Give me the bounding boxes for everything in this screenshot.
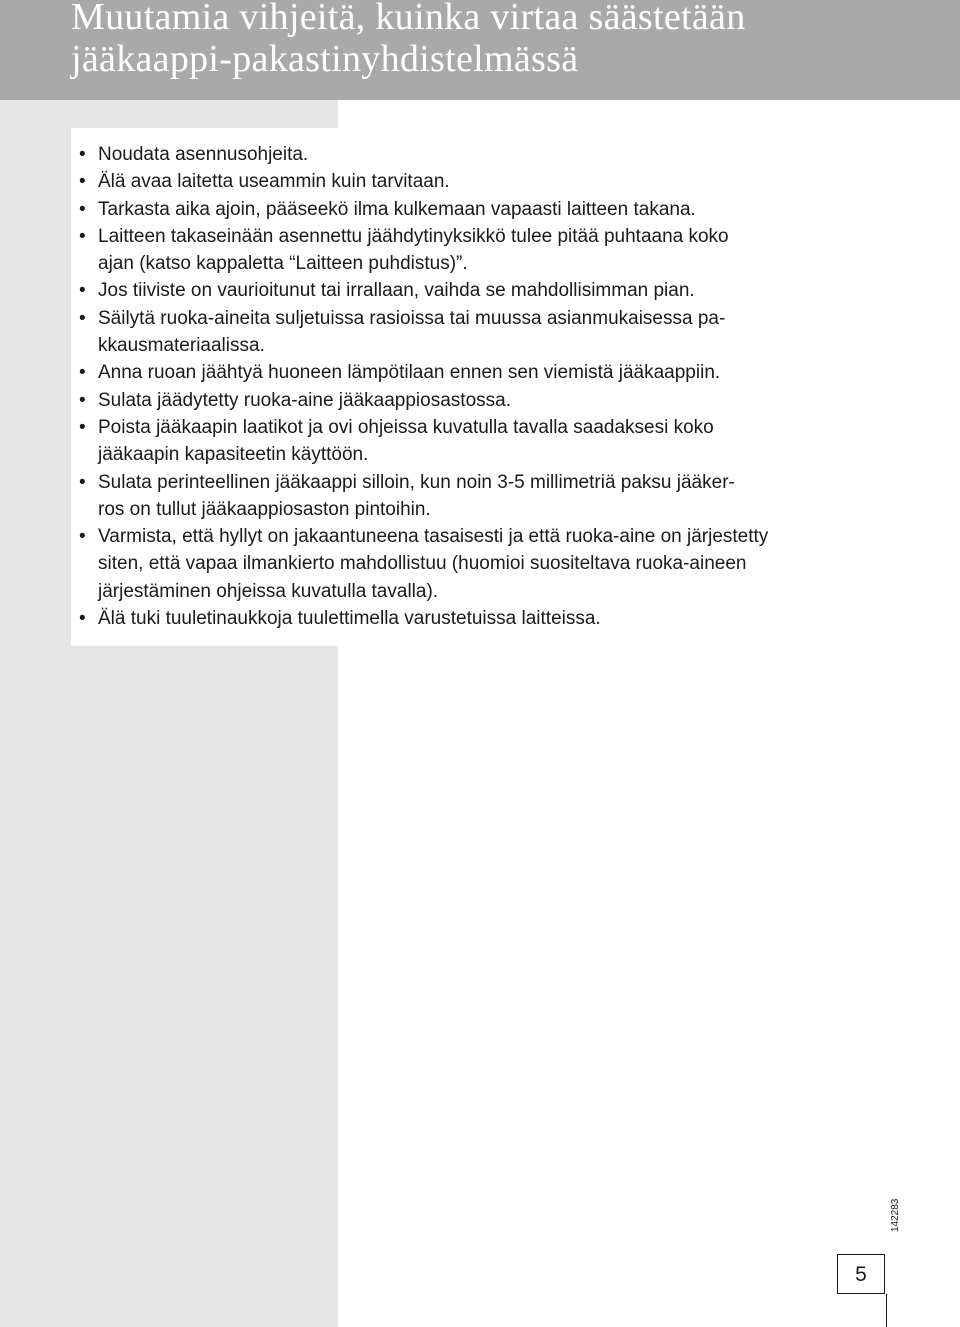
tip-item: [79, 277, 879, 304]
tip-text-line: ajan (katso kappaletta “Laitteen puhdistus)”.: [98, 253, 468, 275]
tip-item: [79, 305, 879, 360]
tip-item: [79, 605, 879, 632]
tip-text-line: jääkaapin kapasiteetin käyttöön.: [98, 444, 369, 466]
tip-item: [79, 469, 879, 524]
bullet-icon: •: [79, 389, 86, 411]
header-band: [0, 0, 960, 100]
tip-text-line: järjestäminen ohjeissa kuvatulla tavalla).: [98, 580, 439, 602]
tip-item: [79, 523, 879, 605]
tip-item: [79, 387, 879, 414]
tip-text-line: Poista jääkaapin laatikot ja ovi ohjeissa kuvatulla tavalla saadaksesi koko: [98, 416, 714, 438]
tips-list: [79, 141, 879, 632]
tip-text-line: siten, että vapaa ilmankierto mahdollistuu (huomioi suositeltava ruoka-aineen: [98, 553, 747, 575]
bullet-icon: •: [79, 225, 86, 247]
tip-text-line: Sulata jäädytetty ruoka-aine jääkaappiosastossa.: [98, 389, 511, 411]
bullet-icon: •: [79, 471, 86, 493]
tip-text-line: Sulata perinteellinen jääkaappi silloin, kun noin 3-5 millimetriä paksu jääker-: [98, 471, 735, 493]
bullet-icon: •: [79, 280, 86, 302]
tip-text-line: Säilytä ruoka-aineita suljetuissa rasioissa tai muussa asianmukaisessa pa-: [98, 307, 726, 329]
tip-item: [79, 196, 879, 223]
tip-item: [79, 414, 879, 469]
tip-text-line: Älä avaa laitetta useammin kuin tarvitaan.: [98, 171, 450, 193]
tip-item: [79, 141, 879, 168]
tip-item: [79, 168, 879, 195]
bullet-icon: •: [79, 171, 86, 193]
page-title: [71, 0, 746, 80]
tip-text-line: Tarkasta aika ajoin, pääseekö ilma kulkemaan vapaasti laitteen takana.: [98, 198, 696, 220]
bullet-icon: •: [79, 144, 86, 165]
page-number: 5: [837, 1254, 885, 1294]
document-code: 142283: [890, 1198, 901, 1232]
page-title-line-1: Muutamia vihjeitä, kuinka virtaa säästetään: [71, 0, 746, 38]
page-number-rule: [886, 1294, 887, 1327]
tip-text-line: ros on tullut jääkaappiosaston pintoihin.: [98, 498, 431, 520]
bullet-icon: •: [79, 307, 86, 329]
page-title-line-2: jääkaappi-pakastinyhdistelmässä: [71, 38, 579, 80]
tip-text-line: Laitteen takaseinään asennettu jäähdytinyksikkö tulee pitää puhtaana koko: [98, 225, 729, 247]
tip-item: [79, 223, 879, 278]
tip-text-line: Varmista, että hyllyt on jakaantuneena tasaisesti ja että ruoka-aine on järjestetty: [98, 526, 769, 548]
bullet-icon: •: [79, 198, 86, 220]
tip-text-line: Jos tiiviste on vaurioitunut tai irrallaan, vaihda se mahdollisimman pian.: [98, 280, 695, 302]
bullet-icon: •: [79, 362, 86, 384]
tip-text-line: kkausmateriaalissa.: [98, 335, 265, 357]
tip-text-line: Älä tuki tuuletinaukkoja tuulettimella varustetuissa laitteissa.: [98, 608, 601, 630]
tip-text-line: Anna ruoan jäähtyä huoneen lämpötilaan ennen sen viemistä jääkaappiin.: [98, 362, 721, 384]
tip-text-line: Noudata asennusohjeita.: [98, 144, 309, 165]
bullet-icon: •: [79, 526, 86, 548]
bullet-icon: •: [79, 416, 86, 438]
bullet-icon: •: [79, 608, 86, 630]
tip-item: [79, 359, 879, 386]
